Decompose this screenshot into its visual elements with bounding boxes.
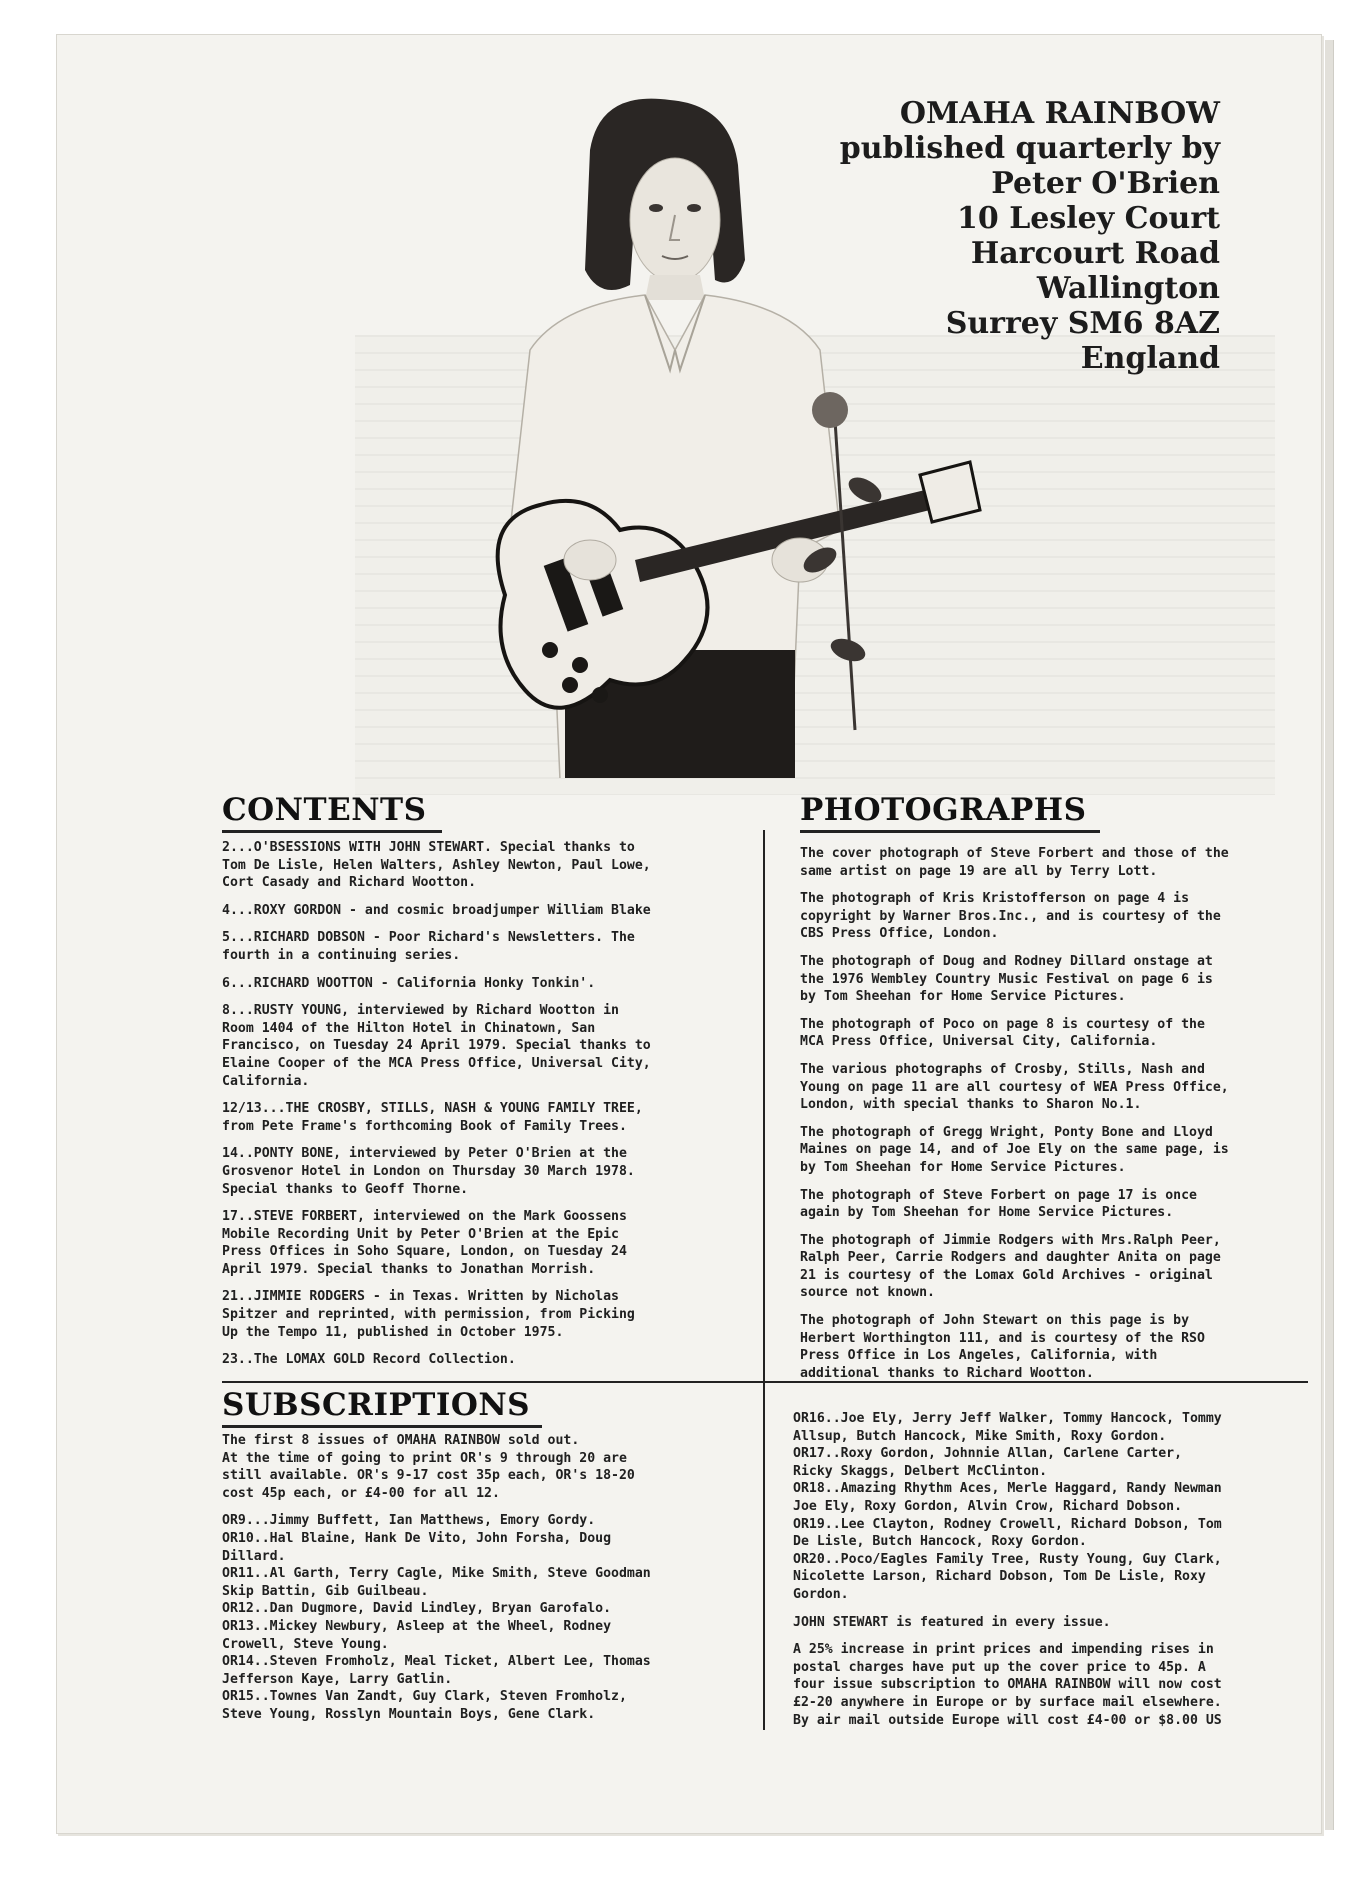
- masthead-address: [700, 96, 1220, 376]
- photo-credit-line: again by Tom Sheehan for Home Service Pictures.: [800, 1205, 1174, 1221]
- issue-line: OR16..Joe Ely, Jerry Jeff Walker, Tommy Hancock, Tommy: [793, 1411, 1222, 1426]
- contents-entry: [222, 839, 742, 892]
- contents-entry-line: from Pete Frame's forthcoming Book of Family Trees.: [222, 1118, 627, 1134]
- contents-entry-line: 5...RICHARD DOBSON - Poor Richard's Newsletters. The: [222, 930, 635, 946]
- subscriptions-issues-left: [222, 1512, 752, 1723]
- photo-credit: [800, 890, 1320, 943]
- photo-credit-line: additional thanks to Richard Wootton.: [800, 1365, 1094, 1381]
- photo-credit-line: by Tom Sheehan for Home Service Pictures.: [800, 989, 1126, 1005]
- photo-credit-line: by Tom Sheehan for Home Service Pictures.: [800, 1159, 1126, 1175]
- contents-entry: [222, 1002, 742, 1090]
- issue-line: OR14..Steven Fromholz, Meal Ticket, Albert Lee, Thomas: [222, 1654, 651, 1670]
- contents-entry: [222, 975, 742, 993]
- contents-entry: [222, 1145, 742, 1198]
- issue-line: OR17..Roxy Gordon, Johnnie Allan, Carlene Carter,: [793, 1446, 1183, 1462]
- photo-credit-line: same artist on page 19 are all by Terry Lott.: [800, 863, 1158, 879]
- contents-entry-line: Spitzer and reprinted, with permission, from Picking: [222, 1307, 635, 1323]
- subscriptions-intro-line: cost 45p each, or £4-00 for all 12.: [222, 1485, 500, 1501]
- issue-line: De Lisle, Butch Hancock, Roxy Gordon.: [793, 1534, 1087, 1550]
- contents-entry-line: Press Offices in Soho Square, London, on Tuesday 24: [222, 1244, 627, 1260]
- price-note-line: By air mail outside Europe will cost £4-00 or $8.00 US: [793, 1712, 1222, 1728]
- contents-list: [222, 839, 742, 1379]
- price-note-line: four issue subscription to OMAHA RAINBOW will now cost: [793, 1677, 1222, 1693]
- issue-line: OR12..Dan Dugmore, David Lindley, Bryan Garofalo.: [222, 1601, 612, 1617]
- photo-credit-line: The photograph of Doug and Rodney Dillard onstage at: [800, 953, 1213, 969]
- price-note-line: postal charges have put up the cover price to 45p. A: [793, 1659, 1206, 1675]
- photo-credit-line: The various photographs of Crosby, Stills, Nash and: [800, 1061, 1205, 1077]
- photo-credit-line: The photograph of Steve Forbert on page 17 is once: [800, 1187, 1197, 1203]
- column-divider: [763, 830, 765, 1730]
- photo-credit-line: source not known.: [800, 1285, 935, 1301]
- issue-line: OR20..Poco/Eagles Family Tree, Rusty Young, Guy Clark,: [793, 1551, 1222, 1567]
- featured-note: JOHN STEWART is featured in every issue.: [793, 1614, 1111, 1630]
- photo-credit-line: 21 is courtesy of the Lomax Gold Archives - original: [800, 1267, 1213, 1283]
- contents-entry: [222, 929, 742, 964]
- contents-entry-line: 23..The LOMAX GOLD Record Collection.: [222, 1352, 516, 1368]
- photo-credit: [800, 1232, 1320, 1302]
- masthead-line: 10 Lesley Court: [957, 201, 1220, 236]
- contents-entry-line: 12/13...THE CROSBY, STILLS, NASH & YOUNG FAMILY TREE,: [222, 1101, 643, 1117]
- photo-credit: [800, 1124, 1320, 1177]
- photo-credit-line: The photograph of John Stewart on this page is by: [800, 1313, 1190, 1329]
- photo-credit-line: CBS Press Office, London.: [800, 926, 999, 942]
- photo-credit-line: London, with special thanks to Sharon No.1.: [800, 1097, 1142, 1113]
- contents-entry: [222, 902, 742, 920]
- contents-entry-line: Francisco, on Tuesday 24 April 1979. Special thanks to: [222, 1038, 651, 1054]
- issue-line: Joe Ely, Roxy Gordon, Alvin Crow, Richard Dobson.: [793, 1498, 1183, 1514]
- photographs-heading: PHOTOGRAPHS: [800, 792, 1087, 828]
- photographs-list: [800, 845, 1320, 1392]
- subscriptions-intro-line: still available. OR's 9-17 cost 35p each, OR's 18-20: [222, 1468, 635, 1484]
- photo-credit-line: The cover photograph of Steve Forbert and those of the: [800, 846, 1229, 861]
- contents-entry-line: Up the Tempo 11, published in October 1975.: [222, 1324, 564, 1340]
- contents-entry: [222, 1100, 742, 1135]
- subscriptions-intro-line: At the time of going to print OR's 9 through 20 are: [222, 1450, 627, 1466]
- photo-credit: [800, 1312, 1320, 1382]
- photo-credit-line: The photograph of Jimmie Rodgers with Mrs.Ralph Peer,: [800, 1232, 1221, 1248]
- contents-entry-line: 8...RUSTY YOUNG, interviewed by Richard Wootton in: [222, 1003, 619, 1019]
- photo-credit-line: the 1976 Wembley Country Music Festival on page 6 is: [800, 971, 1213, 987]
- issue-line: Nicolette Larson, Richard Dobson, Tom De Lisle, Roxy: [793, 1569, 1206, 1585]
- masthead-line: published quarterly by: [839, 131, 1220, 166]
- contents-entry-line: Room 1404 of the Hilton Hotel in Chinatown, San: [222, 1020, 596, 1036]
- price-note-line: £2-20 anywhere in Europe or by surface mail elsewhere.: [793, 1694, 1222, 1710]
- issue-line: Skip Battin, Gib Guilbeau.: [222, 1583, 429, 1599]
- photo-credit-line: Ralph Peer, Carrie Rodgers and daughter Anita on page: [800, 1250, 1221, 1266]
- contents-entry-line: Special thanks to Geoff Thorne.: [222, 1181, 469, 1197]
- masthead-line: Wallington: [1036, 271, 1220, 306]
- subscriptions-heading: SUBSCRIPTIONS: [222, 1387, 531, 1423]
- photo-credit-line: MCA Press Office, Universal City, California.: [800, 1034, 1158, 1050]
- photo-credit: [800, 1187, 1320, 1222]
- subscriptions-intro: [222, 1432, 752, 1502]
- issue-line: OR15..Townes Van Zandt, Guy Clark, Steven Fromholz,: [222, 1689, 627, 1705]
- subscriptions-left: [222, 1432, 752, 1724]
- contents-entry-line: 4...ROXY GORDON - and cosmic broadjumper William Blake: [222, 902, 651, 918]
- issue-line: OR9...Jimmy Buffett, Ian Matthews, Emory Gordy.: [222, 1513, 596, 1529]
- photo-credit-line: copyright by Warner Bros.Inc., and is courtesy of the: [800, 908, 1221, 924]
- contents-heading: CONTENTS: [222, 792, 427, 828]
- photo-credit-line: Herbert Worthington 111, and is courtesy of the RSO: [800, 1330, 1205, 1346]
- contents-entry-line: 17..STEVE FORBERT, interviewed on the Mark Goossens: [222, 1209, 627, 1225]
- masthead-line: Surrey SM6 8AZ: [945, 306, 1220, 341]
- price-note-line: A 25% increase in print prices and impending rises in: [793, 1642, 1214, 1658]
- masthead-line: Peter O'Brien: [991, 166, 1220, 201]
- photo-credit: [800, 1016, 1320, 1051]
- issue-line: OR11..Al Garth, Terry Cagle, Mike Smith, Steve Goodman: [222, 1566, 651, 1582]
- photo-credit: [800, 953, 1320, 1006]
- issue-line: Allsup, Butch Hancock, Mike Smith, Roxy Gordon.: [793, 1428, 1167, 1444]
- issue-line: Dillard.: [222, 1548, 286, 1564]
- contents-entry-line: April 1979. Special thanks to Jonathan Morrish.: [222, 1261, 596, 1277]
- masthead-line: England: [1080, 341, 1220, 376]
- contents-entry-line: 2...O'BSESSIONS WITH JOHN STEWART. Special thanks to: [222, 840, 635, 855]
- contents-entry-line: Cort Casady and Richard Wootton.: [222, 875, 477, 891]
- contents-underline: [222, 830, 442, 833]
- photo-credit: [800, 1061, 1320, 1114]
- contents-entry-line: fourth in a continuing series.: [222, 947, 461, 963]
- photo-credit-line: Press Office in Los Angeles, California, with: [800, 1348, 1158, 1364]
- contents-entry-line: California.: [222, 1073, 310, 1089]
- photo-credit-line: The photograph of Poco on page 8 is courtesy of the: [800, 1016, 1205, 1032]
- contents-entry-line: 21..JIMMIE RODGERS - in Texas. Written by Nicholas: [222, 1289, 619, 1305]
- price-note: [793, 1641, 1313, 1729]
- issue-line: Ricky Skaggs, Delbert McClinton.: [793, 1463, 1048, 1479]
- photographs-underline: [800, 830, 1100, 833]
- photo-credit-line: Maines on page 14, and of Joe Ely on the same page, is: [800, 1142, 1229, 1158]
- subscriptions-right: [793, 1410, 1313, 1729]
- contents-entry-line: Tom De Lisle, Helen Walters, Ashley Newton, Paul Lowe,: [222, 857, 651, 873]
- subscriptions-underline: [222, 1425, 542, 1428]
- contents-entry: [222, 1351, 742, 1369]
- section-divider: [222, 1381, 1308, 1383]
- issue-line: Gordon.: [793, 1586, 849, 1602]
- page-edge: [1325, 40, 1334, 1830]
- subscriptions-issues-right: [793, 1410, 1313, 1604]
- contents-entry: [222, 1208, 742, 1278]
- photo-credit-line: The photograph of Kris Kristofferson on page 4 is: [800, 891, 1190, 907]
- issue-line: OR18..Amazing Rhythm Aces, Merle Haggard, Randy Newman: [793, 1481, 1222, 1497]
- contents-entry: [222, 1288, 742, 1341]
- photo-credit: [800, 845, 1320, 880]
- contents-entry-line: 14..PONTY BONE, interviewed by Peter O'Brien at the: [222, 1146, 627, 1162]
- contents-entry-line: Grosvenor Hotel in London on Thursday 30 March 1978.: [222, 1163, 635, 1179]
- contents-entry-line: Mobile Recording Unit by Peter O'Brien at the Epic: [222, 1226, 619, 1242]
- contents-entry-line: Elaine Cooper of the MCA Press Office, Universal City,: [222, 1055, 651, 1071]
- issue-line: OR19..Lee Clayton, Rodney Crowell, Richard Dobson, Tom: [793, 1516, 1222, 1532]
- subscriptions-intro-line: The first 8 issues of OMAHA RAINBOW sold out.: [222, 1433, 580, 1448]
- issue-line: OR13..Mickey Newbury, Asleep at the Wheel, Rodney: [222, 1618, 612, 1634]
- issue-line: OR10..Hal Blaine, Hank De Vito, John Forsha, Doug: [222, 1530, 612, 1546]
- issue-line: Crowell, Steve Young.: [222, 1636, 389, 1652]
- masthead-line: Harcourt Road: [970, 236, 1220, 271]
- contents-entry-line: 6...RICHARD WOOTTON - California Honky Tonkin'.: [222, 975, 596, 991]
- photo-credit-line: The photograph of Gregg Wright, Ponty Bone and Lloyd: [800, 1124, 1213, 1140]
- issue-line: Jefferson Kaye, Larry Gatlin.: [222, 1671, 453, 1687]
- issue-line: Steve Young, Rosslyn Mountain Boys, Gene Clark.: [222, 1706, 596, 1722]
- masthead-line: OMAHA RAINBOW: [899, 96, 1220, 131]
- photo-credit-line: Young on page 11 are all courtesy of WEA Press Office,: [800, 1079, 1229, 1095]
